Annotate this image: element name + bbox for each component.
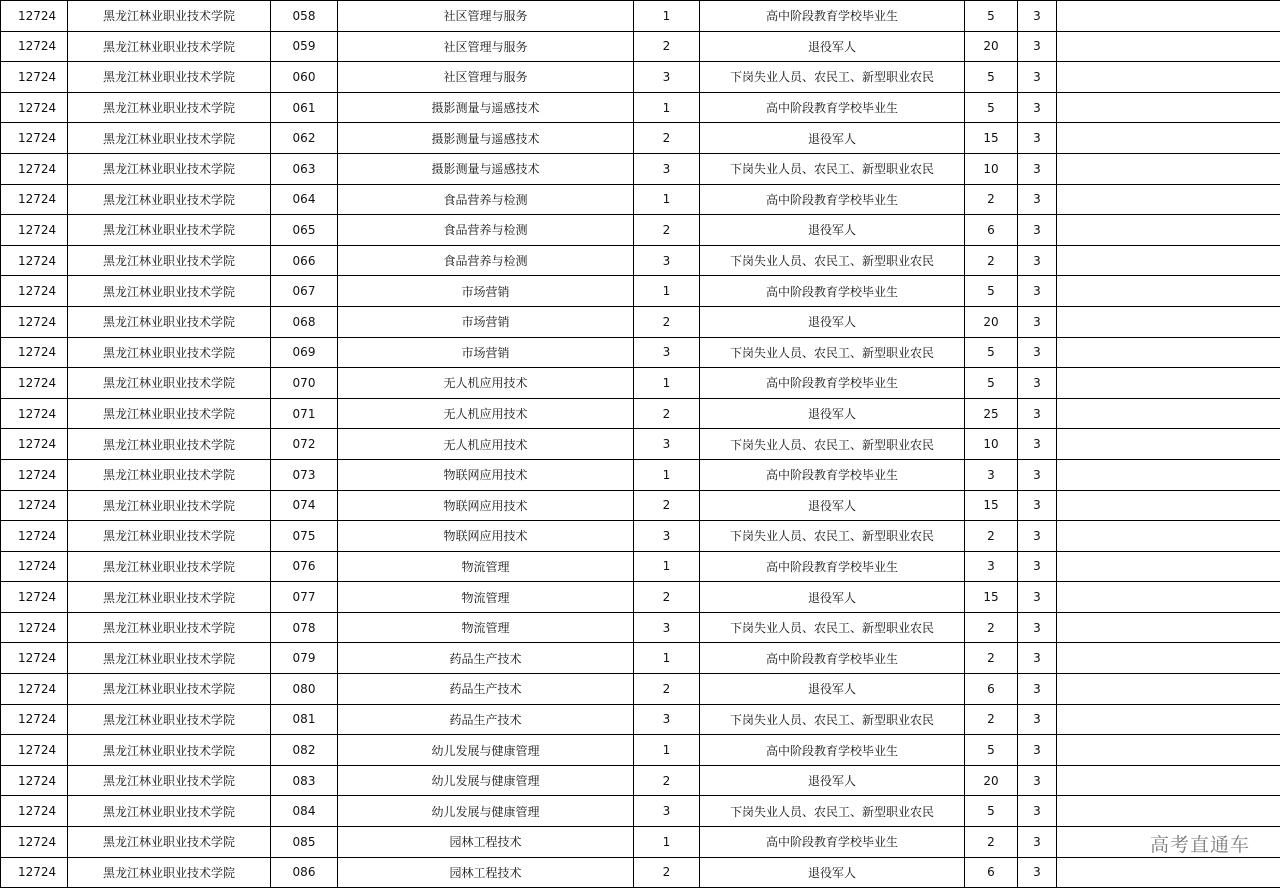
school-code-cell: 12724 bbox=[1, 1, 68, 32]
plan-count-cell: 5 bbox=[965, 337, 1018, 368]
note-cell bbox=[1057, 796, 1280, 827]
plan-code-cell: 062 bbox=[271, 123, 338, 154]
major-name-cell: 市场营销 bbox=[338, 306, 634, 337]
table-row bbox=[1, 92, 1280, 123]
school-code-cell: 12724 bbox=[1, 704, 68, 735]
enrollee-type-cell: 退役军人 bbox=[700, 215, 965, 246]
plan-count-cell: 2 bbox=[965, 521, 1018, 552]
plan-code-cell: 077 bbox=[271, 582, 338, 613]
school-code-cell: 12724 bbox=[1, 521, 68, 552]
category-cell: 3 bbox=[634, 704, 700, 735]
school-name-cell: 黑龙江林业职业技术学院 bbox=[68, 337, 271, 368]
category-cell: 3 bbox=[634, 62, 700, 93]
table-row bbox=[1, 184, 1280, 215]
school-code-cell: 12724 bbox=[1, 215, 68, 246]
school-name-cell: 黑龙江林业职业技术学院 bbox=[68, 1, 271, 32]
plan-code-cell: 064 bbox=[271, 184, 338, 215]
school-code-cell: 12724 bbox=[1, 674, 68, 705]
note-cell bbox=[1057, 857, 1280, 888]
major-name-cell: 物联网应用技术 bbox=[338, 521, 634, 552]
enrollee-type-cell: 下岗失业人员、农民工、新型职业农民 bbox=[700, 337, 965, 368]
note-cell bbox=[1057, 551, 1280, 582]
plan-count-cell: 3 bbox=[965, 551, 1018, 582]
school-code-cell: 12724 bbox=[1, 153, 68, 184]
major-name-cell: 摄影测量与遥感技术 bbox=[338, 92, 634, 123]
plan-count-cell: 3 bbox=[965, 459, 1018, 490]
category-cell: 3 bbox=[634, 796, 700, 827]
category-cell: 2 bbox=[634, 674, 700, 705]
plan-count-cell: 10 bbox=[965, 153, 1018, 184]
enrollee-type-cell: 下岗失业人员、农民工、新型职业农民 bbox=[700, 796, 965, 827]
plan-code-cell: 069 bbox=[271, 337, 338, 368]
school-name-cell: 黑龙江林业职业技术学院 bbox=[68, 735, 271, 766]
enrollee-type-cell: 下岗失业人员、农民工、新型职业农民 bbox=[700, 429, 965, 460]
enrollee-type-cell: 退役军人 bbox=[700, 857, 965, 888]
school-code-cell: 12724 bbox=[1, 92, 68, 123]
category-cell: 3 bbox=[634, 153, 700, 184]
plan-code-cell: 065 bbox=[271, 215, 338, 246]
plan-count-cell: 20 bbox=[965, 765, 1018, 796]
major-name-cell: 社区管理与服务 bbox=[338, 31, 634, 62]
duration-years-cell: 3 bbox=[1018, 184, 1057, 215]
note-cell bbox=[1057, 398, 1280, 429]
table-row bbox=[1, 551, 1280, 582]
school-code-cell: 12724 bbox=[1, 429, 68, 460]
table-row bbox=[1, 827, 1280, 858]
table-row bbox=[1, 368, 1280, 399]
plan-code-cell: 066 bbox=[271, 245, 338, 276]
table-row bbox=[1, 490, 1280, 521]
plan-code-cell: 074 bbox=[271, 490, 338, 521]
plan-code-cell: 081 bbox=[271, 704, 338, 735]
duration-years-cell: 3 bbox=[1018, 153, 1057, 184]
note-cell bbox=[1057, 92, 1280, 123]
enrollee-type-cell: 高中阶段教育学校毕业生 bbox=[700, 276, 965, 307]
plan-count-cell: 2 bbox=[965, 643, 1018, 674]
enrollee-type-cell: 高中阶段教育学校毕业生 bbox=[700, 368, 965, 399]
note-cell bbox=[1057, 306, 1280, 337]
enrollee-type-cell: 下岗失业人员、农民工、新型职业农民 bbox=[700, 62, 965, 93]
plan-code-cell: 082 bbox=[271, 735, 338, 766]
category-cell: 2 bbox=[634, 215, 700, 246]
note-cell bbox=[1057, 643, 1280, 674]
note-cell bbox=[1057, 521, 1280, 552]
major-name-cell: 物流管理 bbox=[338, 612, 634, 643]
category-cell: 1 bbox=[634, 184, 700, 215]
school-name-cell: 黑龙江林业职业技术学院 bbox=[68, 276, 271, 307]
duration-years-cell: 3 bbox=[1018, 612, 1057, 643]
note-cell bbox=[1057, 123, 1280, 154]
category-cell: 1 bbox=[634, 643, 700, 674]
enrollee-type-cell: 高中阶段教育学校毕业生 bbox=[700, 551, 965, 582]
major-name-cell: 物联网应用技术 bbox=[338, 459, 634, 490]
duration-years-cell: 3 bbox=[1018, 521, 1057, 552]
category-cell: 1 bbox=[634, 735, 700, 766]
table-row bbox=[1, 582, 1280, 613]
plan-count-cell: 5 bbox=[965, 276, 1018, 307]
table-row bbox=[1, 643, 1280, 674]
table-row bbox=[1, 153, 1280, 184]
duration-years-cell: 3 bbox=[1018, 765, 1057, 796]
plan-count-cell: 10 bbox=[965, 429, 1018, 460]
school-name-cell: 黑龙江林业职业技术学院 bbox=[68, 245, 271, 276]
watermark-text: 高考直通车 bbox=[1150, 830, 1250, 857]
plan-count-cell: 6 bbox=[965, 674, 1018, 705]
plan-count-cell: 5 bbox=[965, 62, 1018, 93]
table-row bbox=[1, 215, 1280, 246]
school-code-cell: 12724 bbox=[1, 643, 68, 674]
school-code-cell: 12724 bbox=[1, 368, 68, 399]
note-cell bbox=[1057, 337, 1280, 368]
school-code-cell: 12724 bbox=[1, 796, 68, 827]
major-name-cell: 物联网应用技术 bbox=[338, 490, 634, 521]
category-cell: 1 bbox=[634, 368, 700, 399]
table-row bbox=[1, 704, 1280, 735]
enrollee-type-cell: 高中阶段教育学校毕业生 bbox=[700, 735, 965, 766]
enrollee-type-cell: 退役军人 bbox=[700, 674, 965, 705]
duration-years-cell: 3 bbox=[1018, 245, 1057, 276]
plan-code-cell: 085 bbox=[271, 827, 338, 858]
major-name-cell: 药品生产技术 bbox=[338, 674, 634, 705]
enrollee-type-cell: 退役军人 bbox=[700, 306, 965, 337]
category-cell: 1 bbox=[634, 827, 700, 858]
major-name-cell: 幼儿发展与健康管理 bbox=[338, 796, 634, 827]
table-row bbox=[1, 31, 1280, 62]
enrollee-type-cell: 退役军人 bbox=[700, 31, 965, 62]
plan-code-cell: 060 bbox=[271, 62, 338, 93]
school-name-cell: 黑龙江林业职业技术学院 bbox=[68, 551, 271, 582]
plan-code-cell: 076 bbox=[271, 551, 338, 582]
school-code-cell: 12724 bbox=[1, 31, 68, 62]
school-code-cell: 12724 bbox=[1, 62, 68, 93]
plan-code-cell: 070 bbox=[271, 368, 338, 399]
duration-years-cell: 3 bbox=[1018, 276, 1057, 307]
duration-years-cell: 3 bbox=[1018, 490, 1057, 521]
note-cell bbox=[1057, 245, 1280, 276]
school-code-cell: 12724 bbox=[1, 582, 68, 613]
table-row bbox=[1, 398, 1280, 429]
table-row bbox=[1, 306, 1280, 337]
plan-count-cell: 20 bbox=[965, 306, 1018, 337]
duration-years-cell: 3 bbox=[1018, 306, 1057, 337]
enrollee-type-cell: 高中阶段教育学校毕业生 bbox=[700, 1, 965, 32]
category-cell: 3 bbox=[634, 429, 700, 460]
plan-code-cell: 059 bbox=[271, 31, 338, 62]
school-code-cell: 12724 bbox=[1, 735, 68, 766]
major-name-cell: 食品营养与检测 bbox=[338, 245, 634, 276]
major-name-cell: 无人机应用技术 bbox=[338, 398, 634, 429]
school-name-cell: 黑龙江林业职业技术学院 bbox=[68, 215, 271, 246]
school-name-cell: 黑龙江林业职业技术学院 bbox=[68, 674, 271, 705]
plan-code-cell: 063 bbox=[271, 153, 338, 184]
duration-years-cell: 3 bbox=[1018, 827, 1057, 858]
table-row bbox=[1, 1, 1280, 32]
enrollee-type-cell: 高中阶段教育学校毕业生 bbox=[700, 184, 965, 215]
major-name-cell: 园林工程技术 bbox=[338, 827, 634, 858]
school-code-cell: 12724 bbox=[1, 245, 68, 276]
school-name-cell: 黑龙江林业职业技术学院 bbox=[68, 368, 271, 399]
note-cell bbox=[1057, 368, 1280, 399]
category-cell: 1 bbox=[634, 92, 700, 123]
major-name-cell: 社区管理与服务 bbox=[338, 1, 634, 32]
school-code-cell: 12724 bbox=[1, 184, 68, 215]
plan-count-cell: 2 bbox=[965, 184, 1018, 215]
duration-years-cell: 3 bbox=[1018, 337, 1057, 368]
school-code-cell: 12724 bbox=[1, 612, 68, 643]
plan-count-cell: 2 bbox=[965, 245, 1018, 276]
category-cell: 2 bbox=[634, 123, 700, 154]
plan-code-cell: 075 bbox=[271, 521, 338, 552]
table-row bbox=[1, 62, 1280, 93]
major-name-cell: 市场营销 bbox=[338, 276, 634, 307]
duration-years-cell: 3 bbox=[1018, 582, 1057, 613]
school-code-cell: 12724 bbox=[1, 857, 68, 888]
duration-years-cell: 3 bbox=[1018, 796, 1057, 827]
plan-count-cell: 20 bbox=[965, 31, 1018, 62]
school-name-cell: 黑龙江林业职业技术学院 bbox=[68, 796, 271, 827]
major-name-cell: 药品生产技术 bbox=[338, 643, 634, 674]
category-cell: 3 bbox=[634, 337, 700, 368]
category-cell: 3 bbox=[634, 521, 700, 552]
school-code-cell: 12724 bbox=[1, 306, 68, 337]
plan-count-cell: 6 bbox=[965, 857, 1018, 888]
note-cell bbox=[1057, 153, 1280, 184]
note-cell bbox=[1057, 1, 1280, 32]
enrollee-type-cell: 退役军人 bbox=[700, 398, 965, 429]
duration-years-cell: 3 bbox=[1018, 459, 1057, 490]
table-row bbox=[1, 429, 1280, 460]
plan-count-cell: 15 bbox=[965, 490, 1018, 521]
duration-years-cell: 3 bbox=[1018, 62, 1057, 93]
category-cell: 2 bbox=[634, 398, 700, 429]
category-cell: 2 bbox=[634, 490, 700, 521]
category-cell: 2 bbox=[634, 306, 700, 337]
table-row bbox=[1, 521, 1280, 552]
school-name-cell: 黑龙江林业职业技术学院 bbox=[68, 123, 271, 154]
note-cell bbox=[1057, 459, 1280, 490]
enrollee-type-cell: 退役军人 bbox=[700, 123, 965, 154]
table-row bbox=[1, 857, 1280, 888]
category-cell: 2 bbox=[634, 31, 700, 62]
duration-years-cell: 3 bbox=[1018, 551, 1057, 582]
table-row bbox=[1, 459, 1280, 490]
note-cell bbox=[1057, 674, 1280, 705]
major-name-cell: 食品营养与检测 bbox=[338, 184, 634, 215]
plan-count-cell: 2 bbox=[965, 704, 1018, 735]
note-cell bbox=[1057, 276, 1280, 307]
duration-years-cell: 3 bbox=[1018, 704, 1057, 735]
plan-count-cell: 5 bbox=[965, 735, 1018, 766]
enrollee-type-cell: 下岗失业人员、农民工、新型职业农民 bbox=[700, 704, 965, 735]
plan-code-cell: 071 bbox=[271, 398, 338, 429]
major-name-cell: 无人机应用技术 bbox=[338, 429, 634, 460]
major-name-cell: 幼儿发展与健康管理 bbox=[338, 765, 634, 796]
major-name-cell: 物流管理 bbox=[338, 582, 634, 613]
note-cell bbox=[1057, 765, 1280, 796]
category-cell: 2 bbox=[634, 857, 700, 888]
table-row bbox=[1, 123, 1280, 154]
note-cell bbox=[1057, 582, 1280, 613]
major-name-cell: 物流管理 bbox=[338, 551, 634, 582]
plan-code-cell: 084 bbox=[271, 796, 338, 827]
school-name-cell: 黑龙江林业职业技术学院 bbox=[68, 459, 271, 490]
major-name-cell: 摄影测量与遥感技术 bbox=[338, 123, 634, 154]
major-name-cell: 无人机应用技术 bbox=[338, 368, 634, 399]
enrollee-type-cell: 退役军人 bbox=[700, 765, 965, 796]
major-name-cell: 摄影测量与遥感技术 bbox=[338, 153, 634, 184]
category-cell: 2 bbox=[634, 582, 700, 613]
category-cell: 1 bbox=[634, 551, 700, 582]
duration-years-cell: 3 bbox=[1018, 31, 1057, 62]
plan-count-cell: 2 bbox=[965, 612, 1018, 643]
enrollee-type-cell: 退役军人 bbox=[700, 490, 965, 521]
plan-count-cell: 2 bbox=[965, 827, 1018, 858]
school-code-cell: 12724 bbox=[1, 398, 68, 429]
note-cell bbox=[1057, 704, 1280, 735]
plan-code-cell: 067 bbox=[271, 276, 338, 307]
major-name-cell: 幼儿发展与健康管理 bbox=[338, 735, 634, 766]
note-cell bbox=[1057, 612, 1280, 643]
school-name-cell: 黑龙江林业职业技术学院 bbox=[68, 612, 271, 643]
note-cell bbox=[1057, 429, 1280, 460]
table-body bbox=[1, 1, 1280, 888]
plan-code-cell: 072 bbox=[271, 429, 338, 460]
note-cell bbox=[1057, 62, 1280, 93]
plan-count-cell: 5 bbox=[965, 92, 1018, 123]
note-cell bbox=[1057, 735, 1280, 766]
enrollee-type-cell: 退役军人 bbox=[700, 582, 965, 613]
plan-code-cell: 079 bbox=[271, 643, 338, 674]
plan-code-cell: 078 bbox=[271, 612, 338, 643]
category-cell: 1 bbox=[634, 1, 700, 32]
category-cell: 3 bbox=[634, 612, 700, 643]
category-cell: 3 bbox=[634, 245, 700, 276]
table-row bbox=[1, 735, 1280, 766]
school-name-cell: 黑龙江林业职业技术学院 bbox=[68, 521, 271, 552]
plan-code-cell: 068 bbox=[271, 306, 338, 337]
plan-count-cell: 5 bbox=[965, 368, 1018, 399]
note-cell bbox=[1057, 215, 1280, 246]
plan-count-cell: 15 bbox=[965, 123, 1018, 154]
category-cell: 1 bbox=[634, 459, 700, 490]
school-code-cell: 12724 bbox=[1, 827, 68, 858]
plan-count-cell: 5 bbox=[965, 1, 1018, 32]
enrollee-type-cell: 高中阶段教育学校毕业生 bbox=[700, 459, 965, 490]
school-name-cell: 黑龙江林业职业技术学院 bbox=[68, 62, 271, 93]
table-row bbox=[1, 765, 1280, 796]
school-code-cell: 12724 bbox=[1, 337, 68, 368]
school-name-cell: 黑龙江林业职业技术学院 bbox=[68, 643, 271, 674]
table-row bbox=[1, 337, 1280, 368]
plan-code-cell: 080 bbox=[271, 674, 338, 705]
school-name-cell: 黑龙江林业职业技术学院 bbox=[68, 490, 271, 521]
category-cell: 2 bbox=[634, 765, 700, 796]
school-name-cell: 黑龙江林业职业技术学院 bbox=[68, 827, 271, 858]
table-row bbox=[1, 276, 1280, 307]
table-row bbox=[1, 796, 1280, 827]
duration-years-cell: 3 bbox=[1018, 215, 1057, 246]
school-name-cell: 黑龙江林业职业技术学院 bbox=[68, 306, 271, 337]
major-name-cell: 市场营销 bbox=[338, 337, 634, 368]
major-name-cell: 园林工程技术 bbox=[338, 857, 634, 888]
school-name-cell: 黑龙江林业职业技术学院 bbox=[68, 31, 271, 62]
enrollee-type-cell: 高中阶段教育学校毕业生 bbox=[700, 92, 965, 123]
note-cell bbox=[1057, 490, 1280, 521]
school-code-cell: 12724 bbox=[1, 123, 68, 154]
category-cell: 1 bbox=[634, 276, 700, 307]
duration-years-cell: 3 bbox=[1018, 735, 1057, 766]
plan-count-cell: 25 bbox=[965, 398, 1018, 429]
school-name-cell: 黑龙江林业职业技术学院 bbox=[68, 582, 271, 613]
major-name-cell: 食品营养与检测 bbox=[338, 215, 634, 246]
school-name-cell: 黑龙江林业职业技术学院 bbox=[68, 765, 271, 796]
major-name-cell: 社区管理与服务 bbox=[338, 62, 634, 93]
duration-years-cell: 3 bbox=[1018, 1, 1057, 32]
school-code-cell: 12724 bbox=[1, 551, 68, 582]
major-name-cell: 药品生产技术 bbox=[338, 704, 634, 735]
enrollee-type-cell: 下岗失业人员、农民工、新型职业农民 bbox=[700, 153, 965, 184]
duration-years-cell: 3 bbox=[1018, 643, 1057, 674]
school-name-cell: 黑龙江林业职业技术学院 bbox=[68, 398, 271, 429]
plan-code-cell: 058 bbox=[271, 1, 338, 32]
duration-years-cell: 3 bbox=[1018, 92, 1057, 123]
plan-count-cell: 15 bbox=[965, 582, 1018, 613]
school-name-cell: 黑龙江林业职业技术学院 bbox=[68, 429, 271, 460]
enrollee-type-cell: 下岗失业人员、农民工、新型职业农民 bbox=[700, 521, 965, 552]
table-row bbox=[1, 245, 1280, 276]
plan-count-cell: 6 bbox=[965, 215, 1018, 246]
plan-code-cell: 083 bbox=[271, 765, 338, 796]
duration-years-cell: 3 bbox=[1018, 398, 1057, 429]
duration-years-cell: 3 bbox=[1018, 857, 1057, 888]
school-code-cell: 12724 bbox=[1, 459, 68, 490]
table-row bbox=[1, 612, 1280, 643]
plan-count-cell: 5 bbox=[965, 796, 1018, 827]
duration-years-cell: 3 bbox=[1018, 429, 1057, 460]
school-name-cell: 黑龙江林业职业技术学院 bbox=[68, 857, 271, 888]
note-cell bbox=[1057, 184, 1280, 215]
school-name-cell: 黑龙江林业职业技术学院 bbox=[68, 92, 271, 123]
enrollee-type-cell: 下岗失业人员、农民工、新型职业农民 bbox=[700, 245, 965, 276]
enrollee-type-cell: 高中阶段教育学校毕业生 bbox=[700, 643, 965, 674]
table-row bbox=[1, 674, 1280, 705]
school-name-cell: 黑龙江林业职业技术学院 bbox=[68, 184, 271, 215]
note-cell bbox=[1057, 31, 1280, 62]
plan-code-cell: 086 bbox=[271, 857, 338, 888]
school-name-cell: 黑龙江林业职业技术学院 bbox=[68, 704, 271, 735]
school-code-cell: 12724 bbox=[1, 276, 68, 307]
enrollee-type-cell: 高中阶段教育学校毕业生 bbox=[700, 827, 965, 858]
school-code-cell: 12724 bbox=[1, 765, 68, 796]
enrollee-type-cell: 下岗失业人员、农民工、新型职业农民 bbox=[700, 612, 965, 643]
school-code-cell: 12724 bbox=[1, 490, 68, 521]
plan-code-cell: 073 bbox=[271, 459, 338, 490]
plan-code-cell: 061 bbox=[271, 92, 338, 123]
school-name-cell: 黑龙江林业职业技术学院 bbox=[68, 153, 271, 184]
duration-years-cell: 3 bbox=[1018, 368, 1057, 399]
duration-years-cell: 3 bbox=[1018, 123, 1057, 154]
duration-years-cell: 3 bbox=[1018, 674, 1057, 705]
